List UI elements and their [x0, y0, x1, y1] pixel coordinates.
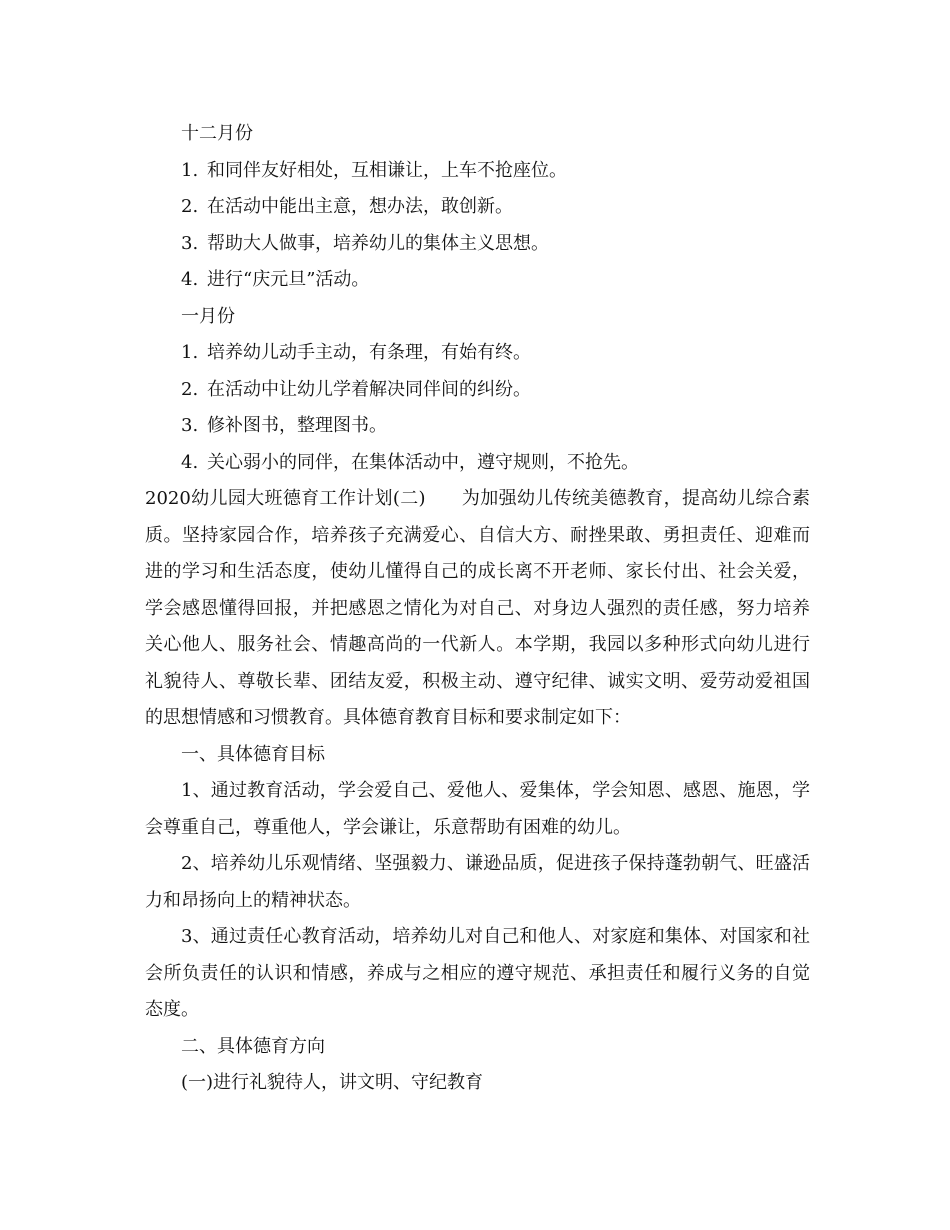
item-number: 1. [181, 159, 199, 181]
december-heading: 十二月份 [181, 123, 253, 144]
list-item [145, 262, 810, 299]
item-number: 3. [181, 232, 199, 254]
plan-title: 2020幼儿园大班德育工作计划(二) [145, 488, 426, 509]
section-heading: 一、具体德育目标 [181, 743, 325, 765]
document-body [145, 116, 810, 1102]
item-number: 2. [181, 196, 199, 217]
list-item [145, 445, 810, 482]
item-text: 修补图书，整理图书。 [207, 415, 387, 436]
list-item [145, 189, 810, 226]
item-number: 4. [181, 269, 199, 290]
list-item [145, 408, 810, 445]
item-text: 进行“庆元旦”活动。 [207, 269, 370, 290]
item-number: 4. [181, 451, 199, 473]
plan-intro: 为加强幼儿传统美德教育，提高幼儿综合素质。坚持家园合作，培养孩子充满爱心、自信大方、耐挫果敢、勇担责任、迎难而进的学习和生活态度，使幼儿懂得自己的成长离不开老师、家长付出、社会关爱，学会感恩懂得回报，并把感恩之情化为对自己、对身边人强烈的责任感，努力培养关心他人、服务社会、情趣高尚的一代新人。本学期，我园以多种形式向幼儿进行礼貌待人、尊敬长辈、团结友爱，积极主动、遵守纪律、诚实文明、爱劳动爱祖国的思想情感和习惯教育。具体德育教育目标和要求制定如下： [145, 488, 811, 728]
list-item [145, 335, 810, 372]
item-text: 在活动中让幼儿学着解决同伴间的纠纷。 [207, 378, 531, 400]
section-heading: 二、具体德育方向 [181, 1035, 325, 1057]
item-number: 1. [181, 342, 199, 363]
subsection-heading: (一)进行礼貌待人，讲文明、守纪教育 [181, 1072, 484, 1093]
item-number: 3. [181, 415, 199, 436]
item-text: 帮助大人做事，培养幼儿的集体主义思想。 [207, 232, 549, 254]
list-item [145, 153, 810, 190]
paragraph: 2、培养幼儿乐观情绪、坚强毅力、谦逊品质，促进孩子保持蓬勃朝气、旺盛活力和昂扬向上的精神状态。 [145, 853, 810, 911]
plan-intro-paragraph [145, 481, 810, 737]
paragraph: 3、通过责任心教育活动，培养幼儿对自己和他人、对家庭和集体、对国家和社会所负责任的认识和情感，养成与之相应的遵守规范、承担责任和履行义务的自觉态度。 [145, 926, 810, 1020]
list-item [145, 226, 810, 263]
paragraph: 1、通过教育活动，学会爱自己、爱他人、爱集体，学会知恩、感恩、施恩，学会尊重自己，尊重他人，学会谦让，乐意帮助有困难的幼儿。 [145, 780, 810, 838]
january-heading: 一月份 [181, 305, 235, 327]
item-text: 和同伴友好相处，互相谦让，上车不抢座位。 [207, 159, 567, 181]
item-text: 培养幼儿动手主动，有条理，有始有终。 [207, 342, 531, 363]
item-text: 在活动中能出主意，想办法，敢创新。 [207, 196, 513, 217]
item-number: 2. [181, 378, 199, 400]
list-item [145, 372, 810, 409]
item-text: 关心弱小的同伴，在集体活动中，遵守规则，不抢先。 [207, 451, 639, 473]
